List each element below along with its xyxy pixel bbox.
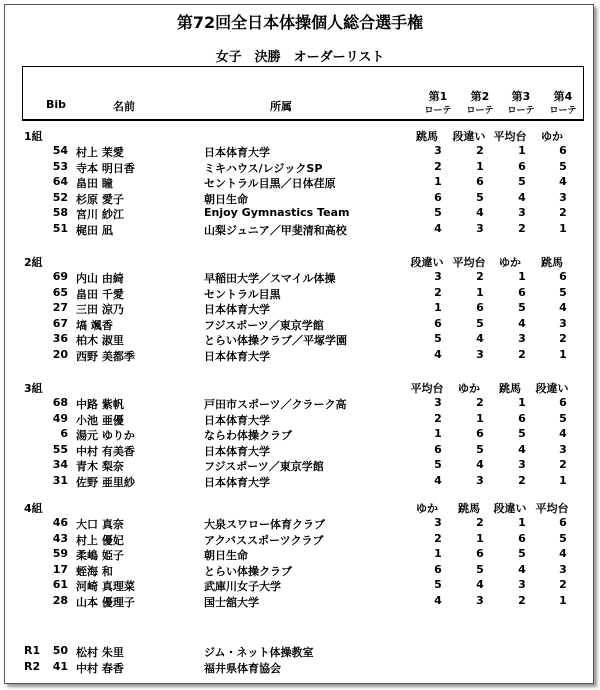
event-label: 平均台 (452, 256, 486, 269)
table-row (0, 175, 600, 191)
reserve-bib: 50 (52, 644, 68, 657)
rotation-order: 1 (559, 594, 567, 607)
rotation-order: 4 (476, 578, 484, 592)
rotation-order: 2 (518, 594, 526, 607)
athlete-bib: 20 (52, 348, 68, 361)
header-rotation-2: 第2 ローテ (466, 90, 494, 116)
athlete-affiliation: フジスポーツ／東京学館 (204, 460, 324, 474)
rotation-order: 3 (476, 348, 484, 361)
athlete-bib: 67 (52, 316, 68, 330)
rotation-order: 2 (476, 270, 484, 283)
rotation-order: 1 (476, 531, 484, 545)
reserve-name: 松村 朱里 (76, 646, 124, 659)
rotation-order: 5 (518, 301, 526, 315)
athlete-affiliation: 日本体育大学 (204, 350, 270, 363)
event-label: 段違い (452, 130, 486, 143)
athlete-bib: 27 (52, 301, 68, 315)
rotation-order: 5 (476, 316, 484, 330)
athlete-bib: 31 (52, 474, 68, 487)
athlete-affiliation: 戸田市スポーツ／クラーク高 (204, 398, 347, 411)
rotation-order: 4 (476, 206, 484, 220)
rotation-order: 6 (434, 190, 442, 204)
athlete-bib: 51 (52, 222, 68, 235)
rotation-order: 3 (434, 396, 442, 409)
table-row (0, 532, 600, 548)
athlete-name: 三田 涼乃 (76, 303, 124, 317)
rotation-order: 2 (559, 206, 567, 220)
reserve-row (0, 660, 600, 676)
rotation-order: 5 (476, 562, 484, 576)
rotation-order: 2 (434, 159, 442, 173)
rotation-order: 4 (559, 301, 567, 315)
table-row (0, 206, 600, 222)
table-row (0, 332, 600, 348)
athlete-name: 山本 優理子 (76, 596, 135, 609)
table-row (0, 427, 600, 443)
athlete-name: 村上 茉愛 (76, 146, 124, 159)
rotation-order: 2 (476, 396, 484, 409)
rotation-order: 3 (434, 144, 442, 157)
athlete-affiliation: Enjoy Gymnastics Team (204, 206, 350, 220)
event-label: 段違い (493, 502, 527, 515)
event-label: 段違い (410, 256, 444, 269)
athlete-bib: 69 (52, 270, 68, 283)
rotation-order: 3 (434, 516, 442, 529)
athlete-bib: 6 (60, 427, 68, 441)
rotation-order: 3 (518, 332, 526, 346)
rotation-order: 2 (559, 578, 567, 592)
athlete-bib: 61 (52, 578, 68, 592)
event-label: ゆか (458, 382, 480, 395)
rotation-order: 6 (476, 547, 484, 561)
rotation-order: 4 (518, 442, 526, 456)
rotation-order: 2 (518, 222, 526, 235)
event-label: 跳馬 (416, 130, 438, 143)
rotation-order: 5 (559, 285, 567, 299)
rotation-order: 4 (559, 547, 567, 561)
table-row (0, 348, 600, 364)
table-row (0, 443, 600, 459)
rotation-order: 1 (434, 301, 442, 315)
athlete-name: 中路 紫帆 (76, 398, 124, 411)
event-label: 平均台 (493, 130, 527, 143)
rotation-order: 5 (559, 411, 567, 425)
rotation-order: 2 (434, 531, 442, 545)
rotation-order: 1 (476, 159, 484, 173)
rotation-order: 5 (518, 175, 526, 189)
table-row (0, 270, 600, 286)
rotation-order: 3 (476, 222, 484, 235)
athlete-affiliation: セントラル目黒 (204, 287, 281, 301)
group-label: 2組 (24, 256, 43, 269)
athlete-bib: 49 (52, 411, 68, 425)
header-rotation-4: 第4 ローテ (549, 90, 577, 116)
rotation-order: 1 (476, 411, 484, 425)
athlete-name: 村上 優妃 (76, 533, 124, 547)
rotation-order: 3 (559, 442, 567, 456)
athlete-name: 柏木 淑里 (76, 334, 124, 348)
athlete-affiliation: 日本体育大学 (204, 146, 270, 159)
athlete-affiliation: ミキハウス/レジックSP (204, 161, 323, 175)
athlete-affiliation: セントラル目黒／日体荏原 (204, 177, 336, 191)
rotation-order: 4 (518, 190, 526, 204)
rotation-order: 6 (559, 396, 567, 409)
reserve-affiliation: 福井県体育協会 (204, 662, 281, 675)
rotation-order: 4 (476, 458, 484, 472)
rotation-order: 6 (518, 285, 526, 299)
reserve-label: R1 (24, 644, 41, 657)
group-label: 4組 (24, 502, 43, 515)
rotation-order: 4 (559, 427, 567, 441)
rotation-order: 4 (476, 332, 484, 346)
athlete-name: 河崎 真理菜 (76, 580, 135, 594)
header-name: 名前 (113, 100, 135, 113)
athlete-affiliation: 朝日生命 (204, 549, 248, 563)
table-row (0, 301, 600, 317)
athlete-affiliation: 日本体育大学 (204, 476, 270, 489)
event-label: 跳馬 (458, 502, 480, 515)
table-row (0, 160, 600, 176)
rotation-order: 2 (476, 516, 484, 529)
rotation-order: 6 (518, 159, 526, 173)
athlete-name: 柔嶋 姫子 (76, 549, 124, 563)
athlete-affiliation: 山梨ジュニア／甲斐清和高校 (204, 224, 347, 237)
athlete-bib: 55 (52, 442, 68, 456)
athlete-name: 大口 真奈 (76, 518, 124, 531)
event-label: 跳馬 (499, 382, 521, 395)
event-label: 跳馬 (541, 256, 563, 269)
rotation-order: 5 (518, 547, 526, 561)
header-rotation-1: 第1 ローテ (424, 90, 452, 116)
table-row (0, 286, 600, 302)
rotation-order: 6 (476, 175, 484, 189)
athlete-affiliation: 大泉スワロー体育クラブ (204, 518, 325, 531)
athlete-affiliation: アクバススポーツクラブ (204, 533, 324, 547)
athlete-name: 宮川 紗江 (76, 208, 124, 222)
athlete-name: 佐野 亜里紗 (76, 476, 135, 489)
athlete-name: 小池 亜優 (76, 413, 124, 427)
rotation-order: 4 (434, 348, 442, 361)
reserve-bib: 41 (52, 660, 68, 673)
table-row (0, 191, 600, 207)
rotation-order: 1 (518, 516, 526, 529)
athlete-affiliation: 日本体育大学 (204, 413, 270, 427)
rotation-order: 5 (476, 442, 484, 456)
athlete-affiliation: 日本体育大学 (204, 303, 270, 317)
athlete-affiliation: 日本体育大学 (204, 444, 270, 458)
rotation-order: 2 (434, 285, 442, 299)
athlete-affiliation: 朝日生命 (204, 192, 248, 206)
event-label: ゆか (416, 502, 438, 515)
rotation-order: 2 (518, 474, 526, 487)
table-row (0, 144, 600, 160)
athlete-affiliation: 早稲田大学／スマイル体操 (204, 272, 336, 285)
athlete-affiliation: 国士舘大学 (204, 596, 259, 609)
rotation-order: 3 (476, 594, 484, 607)
rotation-order: 6 (559, 516, 567, 529)
table-row (0, 594, 600, 610)
page-subtitle: 女子 決勝 オーダーリスト (215, 50, 385, 65)
table-row (0, 563, 600, 579)
athlete-name: 湯元 ゆりか (76, 429, 135, 443)
rotation-order: 1 (518, 144, 526, 157)
table-row (0, 458, 600, 474)
athlete-name: 青木 梨奈 (76, 460, 124, 474)
table-row (0, 547, 600, 563)
rotation-order: 3 (434, 270, 442, 283)
rotation-order: 6 (476, 427, 484, 441)
header-affiliation: 所属 (270, 100, 292, 113)
rotation-order: 6 (518, 411, 526, 425)
athlete-name: 塙 颯香 (76, 318, 113, 332)
rotation-order: 2 (559, 458, 567, 472)
rotation-order: 1 (559, 474, 567, 487)
rotation-order: 1 (559, 348, 567, 361)
rotation-order: 1 (476, 285, 484, 299)
table-row (0, 222, 600, 238)
rotation-order: 4 (518, 562, 526, 576)
athlete-name: 杉原 愛子 (76, 192, 124, 206)
rotation-order: 5 (434, 206, 442, 220)
rotation-order: 6 (518, 531, 526, 545)
group-label: 3組 (24, 382, 43, 395)
athlete-bib: 17 (52, 562, 68, 576)
event-label: 段違い (535, 382, 569, 395)
athlete-name: 西野 美都季 (76, 350, 135, 363)
athlete-name: 蛭海 和 (76, 564, 113, 578)
athlete-affiliation: 武庫川女子大学 (204, 580, 281, 594)
athlete-bib: 59 (52, 547, 68, 561)
athlete-name: 中村 有美香 (76, 444, 135, 458)
athlete-name: 畠田 千愛 (76, 287, 124, 301)
rotation-order: 3 (476, 474, 484, 487)
rotation-order: 3 (559, 190, 567, 204)
rotation-order: 2 (518, 348, 526, 361)
rotation-order: 4 (518, 316, 526, 330)
event-label: 平均台 (535, 502, 569, 515)
page-title: 第72回全日本体操個人総合選手権 (176, 13, 424, 32)
athlete-affiliation: ならわ体操クラブ (204, 429, 292, 443)
rotation-order: 4 (434, 222, 442, 235)
table-row (0, 516, 600, 532)
event-label: 平均台 (410, 382, 444, 395)
athlete-name: 梶田 凪 (76, 224, 113, 237)
event-label: ゆか (541, 130, 563, 143)
reserve-name: 中村 春香 (76, 662, 124, 675)
rotation-order: 1 (518, 396, 526, 409)
rotation-order: 3 (559, 316, 567, 330)
reserve-label: R2 (24, 660, 41, 673)
rotation-order: 3 (559, 562, 567, 576)
table-row (0, 412, 600, 428)
athlete-bib: 36 (52, 332, 68, 346)
rotation-order: 2 (476, 144, 484, 157)
rotation-order: 6 (559, 270, 567, 283)
rotation-order: 5 (434, 578, 442, 592)
rotation-order: 2 (434, 411, 442, 425)
rotation-order: 1 (434, 547, 442, 561)
reserve-affiliation: ジム・ネット体操教室 (204, 646, 314, 659)
athlete-bib: 64 (52, 175, 68, 189)
header-rotation-3: 第3 ローテ (507, 90, 535, 116)
rotation-order: 5 (434, 332, 442, 346)
rotation-order: 6 (434, 442, 442, 456)
reserve-row (0, 644, 600, 660)
athlete-bib: 65 (52, 285, 68, 299)
rotation-order: 3 (518, 578, 526, 592)
rotation-order: 1 (518, 270, 526, 283)
rotation-order: 5 (518, 427, 526, 441)
table-row (0, 578, 600, 594)
athlete-bib: 68 (52, 396, 68, 409)
rotation-order: 3 (518, 206, 526, 220)
rotation-order: 2 (559, 332, 567, 346)
rotation-order: 6 (434, 316, 442, 330)
rotation-order: 6 (559, 144, 567, 157)
athlete-name: 寺本 明日香 (76, 161, 135, 175)
table-row (0, 474, 600, 490)
rotation-order: 4 (434, 474, 442, 487)
rotation-order: 5 (476, 190, 484, 204)
athlete-bib: 52 (52, 190, 68, 204)
athlete-bib: 28 (52, 594, 68, 607)
rotation-order: 1 (434, 175, 442, 189)
athlete-bib: 46 (52, 516, 68, 529)
rotation-order: 6 (476, 301, 484, 315)
rotation-order: 4 (434, 594, 442, 607)
rotation-order: 1 (434, 427, 442, 441)
athlete-affiliation: とらい体操クラブ (204, 564, 292, 578)
athlete-bib: 43 (52, 531, 68, 545)
group-label: 1組 (24, 130, 43, 143)
rotation-order: 1 (559, 222, 567, 235)
athlete-name: 内山 由綺 (76, 272, 124, 285)
athlete-bib: 34 (52, 458, 68, 472)
athlete-bib: 53 (52, 159, 68, 173)
rotation-order: 6 (434, 562, 442, 576)
rotation-order: 5 (434, 458, 442, 472)
athlete-affiliation: とらい体操クラブ／平塚学園 (204, 334, 347, 348)
athlete-bib: 54 (52, 144, 68, 157)
rotation-order: 4 (559, 175, 567, 189)
athlete-bib: 58 (52, 206, 68, 220)
rotation-order: 5 (559, 159, 567, 173)
athlete-name: 畠田 瞳 (76, 177, 113, 191)
athlete-affiliation: フジスポーツ／東京学館 (204, 318, 324, 332)
header-bib: Bib (46, 98, 67, 111)
table-row (0, 317, 600, 333)
event-label: ゆか (499, 256, 521, 269)
rotation-order: 3 (518, 458, 526, 472)
table-row (0, 396, 600, 412)
rotation-order: 5 (559, 531, 567, 545)
